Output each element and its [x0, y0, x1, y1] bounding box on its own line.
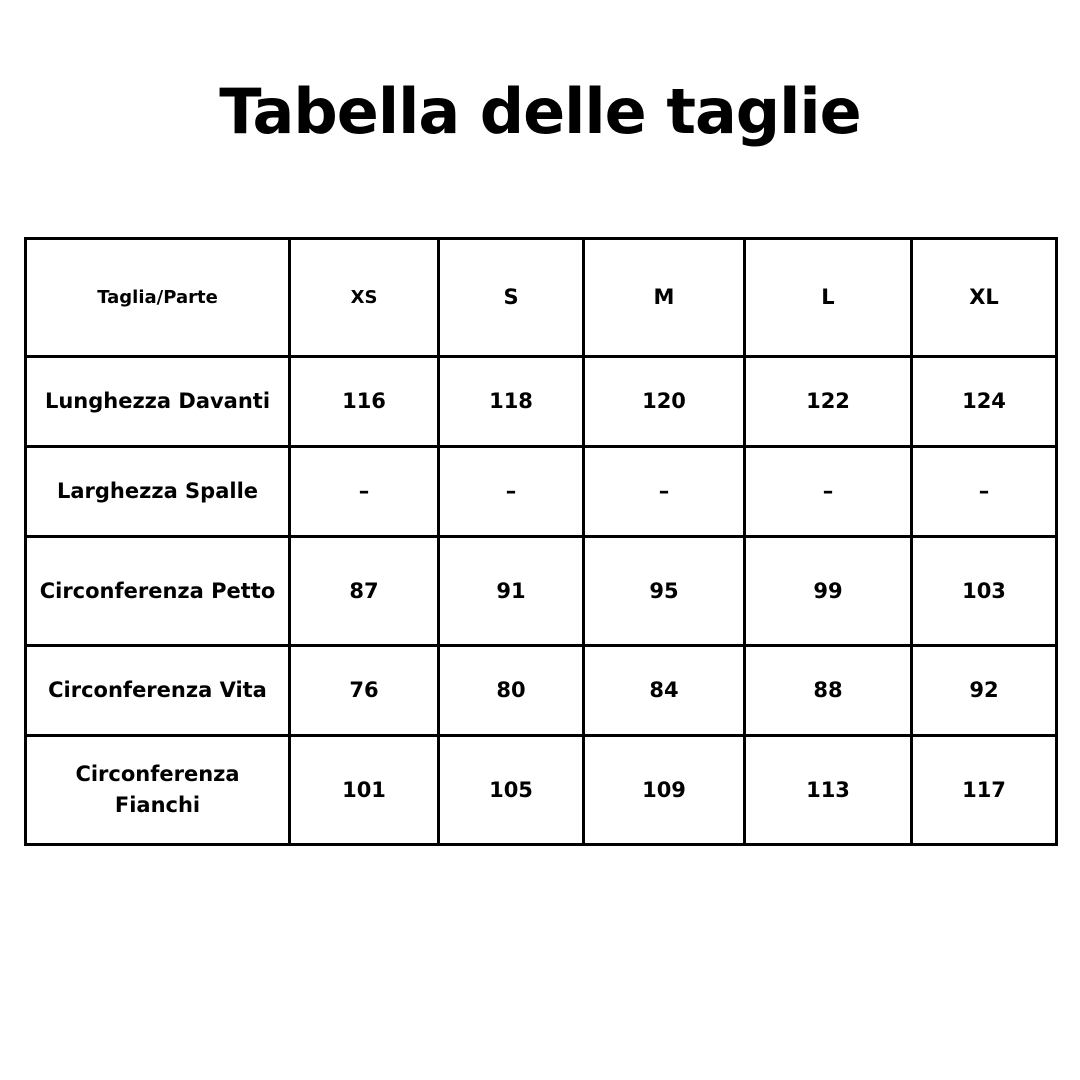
table-cell: – — [912, 447, 1057, 537]
size-header-l: L — [745, 239, 912, 357]
table-row — [26, 447, 1057, 537]
table-cell: – — [290, 447, 439, 537]
row-label-waist-circumference: Circonferenza Vita — [26, 646, 290, 736]
size-chart-table — [24, 237, 1058, 846]
table-cell: 84 — [584, 646, 745, 736]
table-cell: 101 — [290, 736, 439, 845]
table-cell: 122 — [745, 357, 912, 447]
size-header-xs: XS — [290, 239, 439, 357]
corner-header-cell: Taglia/Parte — [26, 239, 290, 357]
size-header-s: S — [439, 239, 584, 357]
table-cell: 120 — [584, 357, 745, 447]
size-header-m: M — [584, 239, 745, 357]
table-cell: – — [439, 447, 584, 537]
table-cell: 95 — [584, 537, 745, 646]
table-cell: 118 — [439, 357, 584, 447]
table-row — [26, 646, 1057, 736]
table-cell: 113 — [745, 736, 912, 845]
table-cell: 88 — [745, 646, 912, 736]
row-label-hip-circumference: Circonferenza Fianchi — [26, 736, 290, 845]
header-row — [26, 239, 1057, 357]
table-row — [26, 357, 1057, 447]
table-cell: – — [584, 447, 745, 537]
page-title: Tabella delle taglie — [219, 75, 861, 148]
table-cell: 76 — [290, 646, 439, 736]
table-cell: 99 — [745, 537, 912, 646]
row-label-chest-circumference: Circonferenza Petto — [26, 537, 290, 646]
table-cell: 103 — [912, 537, 1057, 646]
table-cell: 91 — [439, 537, 584, 646]
table-cell: 117 — [912, 736, 1057, 845]
table-cell: 116 — [290, 357, 439, 447]
table-row — [26, 537, 1057, 646]
size-header-xl: XL — [912, 239, 1057, 357]
row-label-shoulder-width: Larghezza Spalle — [26, 447, 290, 537]
table-cell: – — [745, 447, 912, 537]
table-cell: 105 — [439, 736, 584, 845]
table-cell: 124 — [912, 357, 1057, 447]
table-cell: 80 — [439, 646, 584, 736]
table-row — [26, 736, 1057, 845]
table-cell: 109 — [584, 736, 745, 845]
table-cell: 87 — [290, 537, 439, 646]
row-label-front-length: Lunghezza Davanti — [26, 357, 290, 447]
table-cell: 92 — [912, 646, 1057, 736]
